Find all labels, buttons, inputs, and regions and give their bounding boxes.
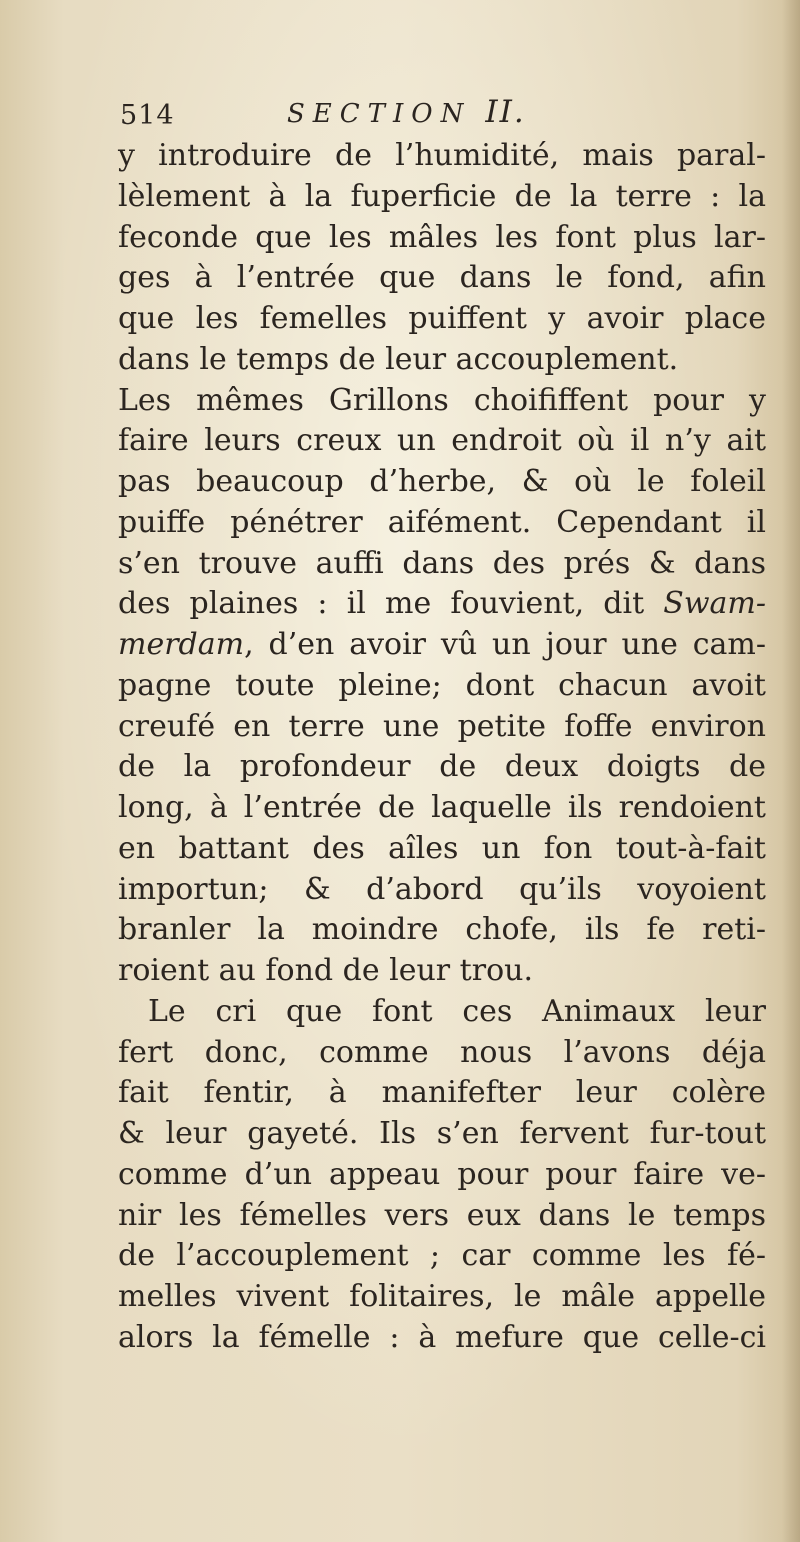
text-line: roient au fond de leur trou. xyxy=(118,953,533,988)
text-line: que les femelles puiffent y avoir place xyxy=(118,301,766,336)
text-line: puiffe pénétrer aifément. Cependant il xyxy=(118,504,766,540)
text-line: pagne toute pleine; dont chacun avoit xyxy=(118,667,766,703)
section-numeral: II. xyxy=(485,94,526,130)
text-line: & leur gayeté. Ils s’en fervent fur-tout xyxy=(118,1116,766,1151)
text-line: melles vivent folitaires, le mâle appelle xyxy=(118,1279,766,1314)
text-line: ges à l’entrée que dans le fond, afin xyxy=(118,260,766,296)
text-line-italic: Swam- xyxy=(663,586,766,622)
page-edge-shadow xyxy=(782,0,800,1542)
text-line: nir les fémelles vers eux dans le temps xyxy=(118,1197,766,1233)
text-line: fert donc, comme nous l’avons déja xyxy=(118,1034,766,1070)
text-line-roman: , d’en avoir vû un jour une cam- xyxy=(244,627,766,662)
text-line: en battant des aîles un fon tout-à-fait xyxy=(118,830,766,866)
text-line: importun; & d’abord qu’ils voyoient xyxy=(118,871,766,907)
text-line: lèlement à la fuperficie de la terre : la xyxy=(118,178,766,214)
text-line: Les mêmes Grillons choififfent pour y xyxy=(118,382,766,418)
page-header xyxy=(120,94,660,138)
text-line: de la profondeur de deux doigts de xyxy=(118,749,766,785)
text-line: creufé en terre une petite foffe environ xyxy=(118,708,766,744)
text-line-roman: des plaines : il me fouvient, dit xyxy=(118,586,664,622)
text-line: comme d’un appeau pour pour faire ve- xyxy=(118,1156,766,1192)
text-line: pas beaucoup d’herbe, & où le foleil xyxy=(118,464,766,499)
section-word: SECTION xyxy=(287,99,472,129)
text-line: s’en trouve auffi dans des prés & dans xyxy=(118,545,766,581)
text-line xyxy=(118,625,766,666)
text-line: long, à l’entrée de laquelle ils rendoient xyxy=(118,790,766,825)
running-head xyxy=(287,94,526,130)
text-line: Le cri que font ces Animaux leur xyxy=(148,993,766,1029)
body-text xyxy=(118,136,766,1359)
text-line: y introduire de l’humidité, mais paral- xyxy=(118,138,766,173)
text-line-italic: merdam xyxy=(118,627,245,662)
page-number: 514 xyxy=(120,100,175,131)
text-line: feconde que les mâles les font plus lar- xyxy=(118,219,766,255)
text-line: alors la fémelle : à mefure que celle-ci xyxy=(118,1319,766,1355)
text-line: de l’accouplement ; car comme les fé- xyxy=(118,1238,766,1274)
text-line xyxy=(118,584,766,625)
text-line: fait fentir, à manifefter leur colère xyxy=(118,1075,766,1111)
text-line: branler la moindre chofe, ils fe reti- xyxy=(118,912,766,948)
text-line: faire leurs creux un endroit où il n’y ait xyxy=(118,423,766,459)
text-line: dans le temps de leur accouplement. xyxy=(118,341,679,377)
